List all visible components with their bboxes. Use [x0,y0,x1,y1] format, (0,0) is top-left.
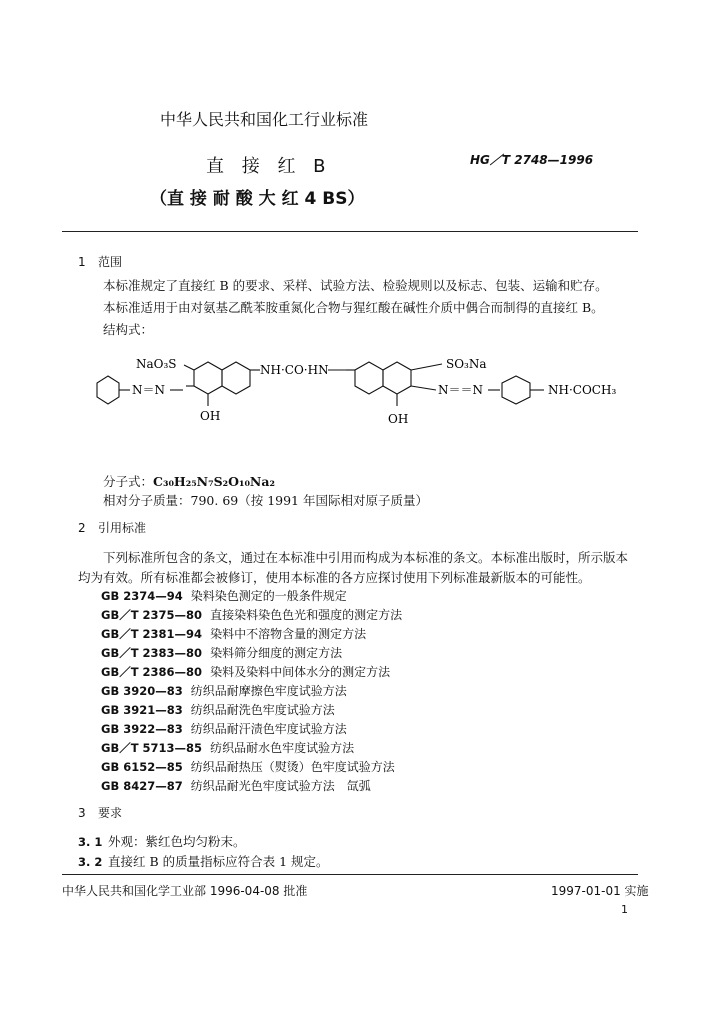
section-title: 范围 [98,255,123,269]
section-3-heading [78,804,122,821]
paragraph: 下列标准所包含的条文，通过在本标准中引用而构成为本标准的条文。本标准出版时，所示版本 [103,550,629,565]
formula-label: 分子式： [103,474,154,489]
standard-code: GB／T 2381—94 [101,627,203,641]
paragraph: 结构式： [103,322,154,337]
so3na-label: SO₃Na [446,357,487,371]
paragraph: 均为有效。所有标准都会被修订，使用本标准的各方应探讨使用下列标准最新版本的可能性。 [78,570,591,585]
standard-reference [101,758,395,775]
molecular-mass [103,491,428,509]
standard-reference [101,682,347,699]
clause-number: 3. 2 [78,855,103,869]
standard-title: 染料中不溶物含量的测定方法 [210,627,367,641]
standard-code: GB／T 2375—80 [101,608,203,622]
oh-right-label: OH [388,412,409,426]
standard-code: GB 2374—94 [101,589,183,603]
mass-label: 相对分子质量： [103,493,191,508]
standard-code: GB 3922—83 [101,722,183,736]
standard-reference [101,606,402,623]
standard-title: 染料染色测定的一般条件规定 [190,589,347,603]
oh-left-label: OH [200,409,221,423]
formula-value: C₃₀H₂₅N₇S₂O₁₀Na₂ [153,474,275,489]
phenyl-ring [97,376,119,404]
section-number: 3 [78,806,86,820]
standard-title: 纺织品耐汗渍色牢度试验方法 [190,722,347,736]
standard-title: 纺织品耐热压（熨烫）色牢度试验方法 [190,760,395,774]
section-title: 引用标准 [98,521,147,535]
standard-reference [101,587,347,604]
phenyl-ring [502,376,530,404]
footer-rule [62,874,638,875]
standard-code: GB 3920—83 [101,684,183,698]
standard-code: GB／T 2383—80 [101,646,203,660]
requirement-item [78,852,329,870]
standard-title: 纺织品耐水色牢度试验方法 [210,741,355,755]
standard-reference [101,663,390,680]
standard-reference [101,625,366,642]
standard-code: GB 6152—85 [101,760,183,774]
paragraph: 本标准规定了直接红 B 的要求、采样、试验方法、检验规则以及标志、包装、运输和贮存。 [103,278,608,293]
paragraph: 本标准适用于由对氨基乙酰苯胺重氮化合物与猩红酸在碱性介质中偶合而制得的直接红 B。 [103,300,604,315]
azo-left-label: N＝N [132,383,166,397]
standard-code: GB 8427—87 [101,779,183,793]
mass-value: 790. 69（按 1991 年国际相对原子质量） [190,493,428,508]
standard-code: GB／T 5713—85 [101,741,203,755]
section-2-heading [78,519,146,536]
standard-code: GB 3921—83 [101,703,183,717]
section-number: 1 [78,255,86,269]
azo-right-label: N＝＝N [438,383,484,397]
section-title: 要求 [98,806,123,820]
naphthalene-ring [222,362,250,394]
standard-reference [101,644,342,661]
standard-title: 直接染料染色色光和强度的测定方法 [210,608,403,622]
naphthalene-ring [355,362,383,394]
clause-text: 外观：紫红色均匀粉末。 [108,834,246,849]
acetamide-label: NH·COCH₃ [548,383,617,397]
standard-reference [101,701,335,718]
requirement-item [78,832,246,850]
standard-title: 直 接 红 B [206,156,332,177]
standard-reference [101,777,371,794]
standard-subtitle: （直 接 耐 酸 大 红 4 BS） [150,189,365,209]
standard-title: 染料及染料中间体水分的测定方法 [210,665,391,679]
naso3-label: NaO₃S [136,357,177,371]
approval-statement: 中华人民共和国化学工业部 1996-04-08 批准 [62,884,308,898]
naphthalene-ring [383,362,411,394]
standard-code: HG／T 2748—1996 [470,153,594,167]
molecular-formula [103,472,275,490]
naphthalene-ring [194,362,222,394]
amide-label: NH·CO·HN [260,363,329,377]
standard-reference [101,739,354,756]
page-number: 1 [621,903,628,916]
clause-number: 3. 1 [78,835,103,849]
structural-formula [70,350,650,430]
section-1-heading [78,253,122,270]
standard-title: 染料筛分细度的测定方法 [210,646,343,660]
standard-title: 纺织品耐摩擦色牢度试验方法 [190,684,347,698]
standard-title: 纺织品耐光色牢度试验方法 氙弧 [190,779,371,793]
standard-reference [101,720,347,737]
standard-code: GB／T 2386—80 [101,665,203,679]
issuing-authority: 中华人民共和国化工行业标准 [160,110,369,129]
standard-title: 纺织品耐洗色牢度试验方法 [190,703,335,717]
section-number: 2 [78,521,86,535]
clause-text: 直接红 B 的质量指标应符合表 1 规定。 [108,854,329,869]
header-rule [62,231,638,232]
effective-date: 1997-01-01 实施 [551,884,649,898]
